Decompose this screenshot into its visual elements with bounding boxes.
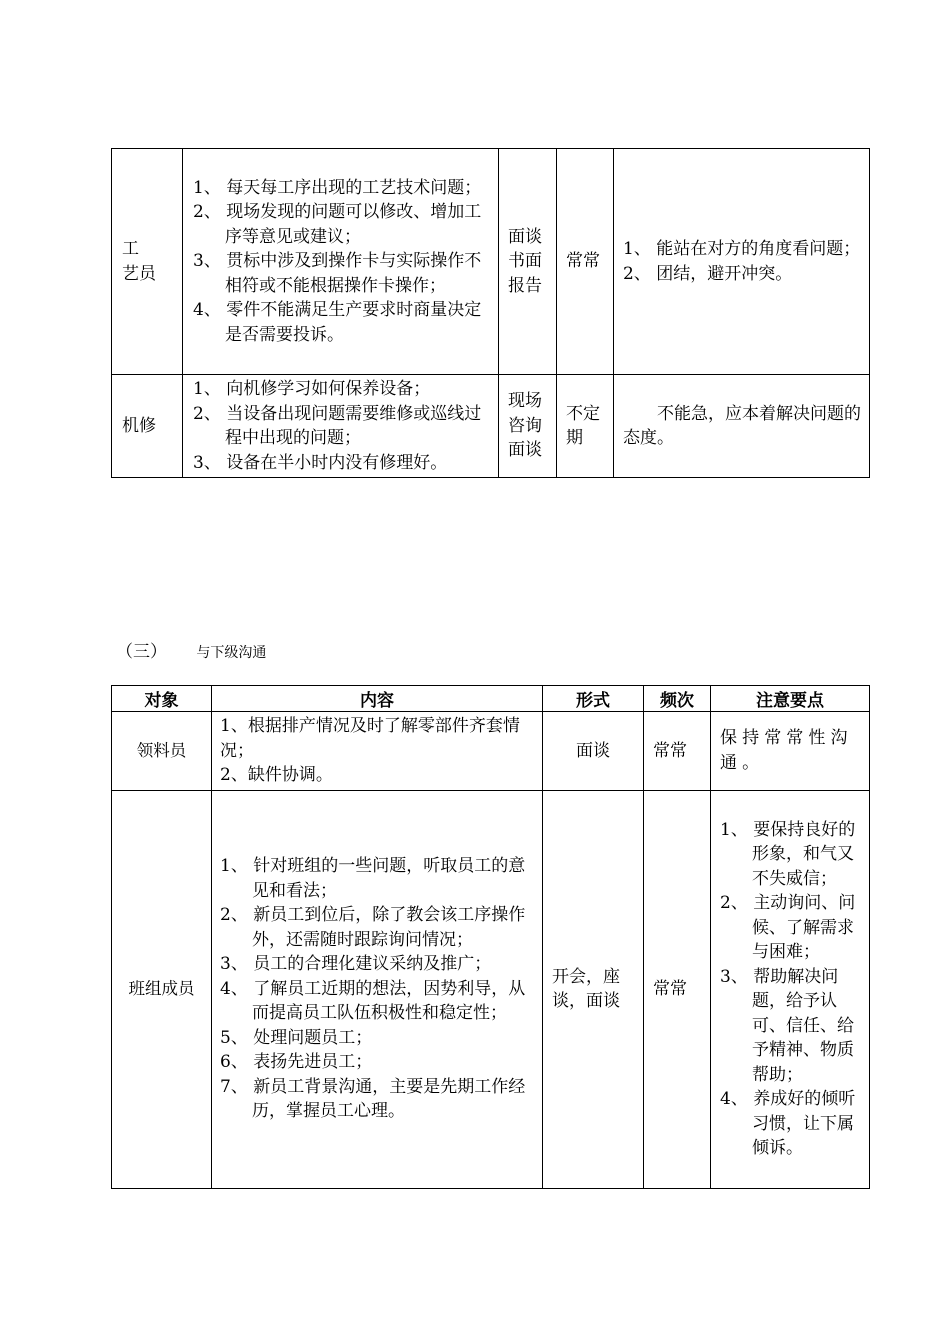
notes-cell <box>711 790 870 1188</box>
list-item: 2、缺件协调。 <box>220 765 333 785</box>
list-item: 5、 处理问题员工； <box>220 1027 373 1048</box>
content-list <box>220 854 534 1124</box>
content-list <box>220 714 534 788</box>
frequency-cell <box>644 790 711 1188</box>
list-item: 2、 当设备出现问题需要维修或巡线过程中出现的问题； <box>193 403 482 448</box>
list-item: 3、 帮助解决问题，给予认可、信任、给予精神、物质帮助； <box>720 966 854 1085</box>
target-cell <box>112 712 212 791</box>
notes-list <box>720 818 860 1161</box>
table-row <box>112 712 870 791</box>
column-header-frequency: 频次 <box>644 686 711 712</box>
list-item: 3、 设备在半小时内没有修理好。 <box>193 452 448 473</box>
form-cell <box>499 149 557 375</box>
table-row <box>112 375 870 478</box>
frequency-value: 常常 <box>566 251 600 272</box>
frequency-value: 常常 <box>653 740 687 761</box>
list-item: 6、 表扬先进员工； <box>220 1052 373 1073</box>
content-cell <box>212 790 543 1188</box>
communication-table-peers <box>111 148 870 478</box>
column-header-content: 内容 <box>212 686 543 712</box>
table-row <box>112 790 870 1188</box>
list-item: 7、 新员工背景沟通，主要是先期工作经历，掌握员工心理。 <box>220 1076 526 1122</box>
frequency-cell <box>557 149 614 375</box>
list-item: 4、 了解员工近期的想法，因势利导，从而提高员工队伍积极性和稳定性； <box>220 978 526 1024</box>
list-item: 4、 零件不能满足生产要求时商量决定是否需要投诉。 <box>193 300 482 345</box>
form-value: 面谈书面报告 <box>508 226 542 296</box>
section-number: （三） <box>116 642 167 662</box>
form-cell <box>543 712 644 791</box>
list-item: 1、 向机修学习如何保养设备； <box>193 379 431 399</box>
list-item: 2、 新员工到位后，除了教会该工序操作外，还需随时跟踪询问情况； <box>220 905 526 950</box>
list-item: 1、 针对班组的一些问题，听取员工的意见和看法； <box>220 856 526 901</box>
notes-list <box>623 237 863 286</box>
form-value: 开会，座谈，面谈 <box>552 966 620 1011</box>
notes-cell <box>614 149 870 375</box>
content-cell <box>183 149 499 375</box>
list-item: 1、根据排产情况及时了解零部件齐套情况； <box>220 716 520 761</box>
form-value: 现场咨询面谈 <box>508 391 542 461</box>
note-text: 保持常常性沟通。 <box>720 728 853 773</box>
table-row <box>112 149 870 375</box>
content-cell <box>183 375 499 478</box>
list-item: 4、 养成好的倾听习惯，让下属倾诉。 <box>720 1089 856 1158</box>
list-item: 1、 每天每工序出现的工艺技术问题； <box>193 177 482 198</box>
list-item: 2、 现场发现的问题可以修改、增加工序等意见或建议； <box>193 202 482 247</box>
content-cell <box>212 712 543 791</box>
role-label: 机修 <box>122 415 156 436</box>
list-item: 2、 团结，避开冲突。 <box>623 263 793 284</box>
list-item: 2、 主动询问、问候、了解需求与困难； <box>720 893 856 962</box>
notes-cell <box>614 375 870 478</box>
column-header-target: 对象 <box>112 686 212 712</box>
list-item: 3、 贯标中涉及到操作卡与实际操作不相符或不能根据操作卡操作； <box>193 251 482 296</box>
column-header-notes: 注意要点 <box>711 686 870 712</box>
frequency-cell <box>644 712 711 791</box>
section-heading <box>116 637 266 662</box>
target-cell <box>112 790 212 1188</box>
list-item: 3、 员工的合理化建议采纳及推广； <box>220 954 492 975</box>
form-cell <box>543 790 644 1188</box>
frequency-value: 不定期 <box>566 403 600 448</box>
frequency-value: 常常 <box>653 978 687 999</box>
form-cell <box>499 375 557 478</box>
target-label: 领料员 <box>136 740 187 760</box>
role-cell <box>112 375 183 478</box>
role-cell <box>112 149 183 375</box>
target-label: 班组成员 <box>128 978 195 998</box>
role-label: 工 艺员 <box>122 239 156 284</box>
content-list <box>193 176 492 348</box>
form-value: 面谈 <box>576 740 610 761</box>
content-list <box>193 377 492 475</box>
table-header-row <box>112 686 870 712</box>
column-header-form: 形式 <box>543 686 644 712</box>
communication-table-subordinates <box>111 685 870 1189</box>
list-item: 1、 能站在对方的角度看问题； <box>623 239 861 259</box>
notes-cell <box>711 712 870 791</box>
note-text: 不能急，应本着解决问题的态度。 <box>623 403 861 448</box>
frequency-cell <box>557 375 614 478</box>
list-item: 1、 要保持良好的形象，和气又不失威信； <box>720 819 856 889</box>
section-title: 与下级沟通 <box>196 645 267 661</box>
